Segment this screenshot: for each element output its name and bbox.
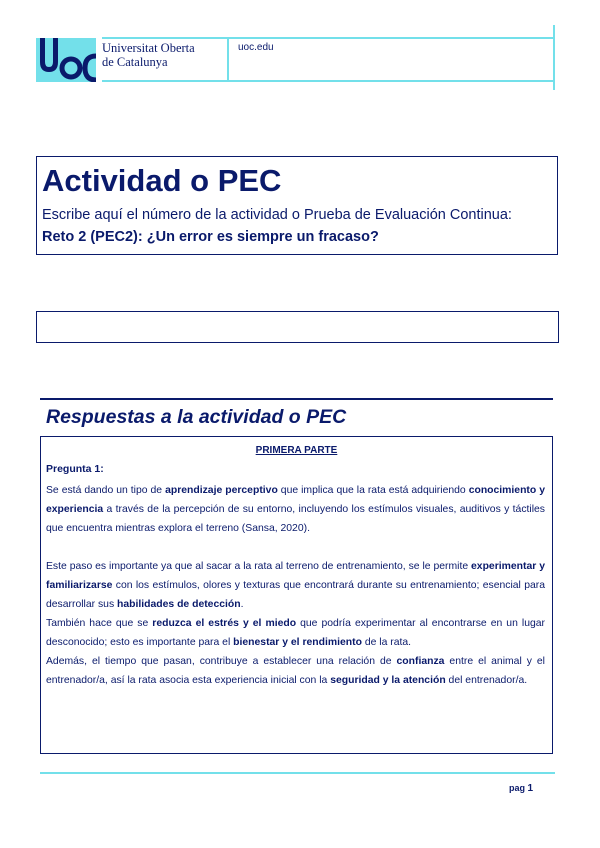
page-label: pag bbox=[509, 783, 526, 793]
header-rule-top bbox=[102, 37, 553, 39]
section-rule bbox=[40, 398, 553, 400]
page-title: Actividad o PEC bbox=[42, 163, 282, 198]
text-run: de la rata. bbox=[361, 637, 412, 648]
page-number bbox=[509, 783, 533, 794]
text-run: del entrenador/a. bbox=[445, 675, 528, 686]
text-run: entre el animal y el entrenador/a, así la rata asocia esta experiencia inicial con la bbox=[46, 656, 545, 686]
bold-run: conocimiento y experiencia bbox=[46, 485, 546, 515]
empty-field-box bbox=[36, 311, 559, 343]
section-title: Respuestas a la actividad o PEC bbox=[46, 406, 347, 428]
header-rule-bottom bbox=[102, 80, 553, 82]
university-name bbox=[102, 41, 195, 69]
university-line-1: Universitat Oberta bbox=[102, 41, 195, 55]
text-run: con los estímulos, olores y texturas que encontrará durante su entrenamiento; esencial para desarrollar sus bbox=[46, 580, 545, 610]
bold-run: aprendizaje perceptivo bbox=[165, 485, 278, 496]
text-run: a través de la percepción de su entorno, incluyendo los estímulos visuales, auditivos y táctiles que encuentra mientras explora el terreno (Sansa, 2020). bbox=[46, 504, 545, 534]
page-rule-right bbox=[553, 25, 555, 90]
title-instructions: Escribe aquí el número de la actividad o Prueba de Evaluación Continua: bbox=[42, 207, 512, 223]
answer-paragraph-4 bbox=[46, 652, 545, 690]
bold-run: reduzca el estrés y el miedo bbox=[152, 618, 297, 629]
answer-paragraph-1 bbox=[46, 481, 545, 538]
university-line-2: de Catalunya bbox=[102, 55, 168, 69]
uoc-logo-icon bbox=[36, 38, 96, 82]
text-run: Se está dando un tipo de bbox=[46, 485, 166, 496]
text-run: . bbox=[240, 599, 244, 610]
footer-rule bbox=[40, 772, 555, 774]
text-run: Este paso es importante ya que al sacar a la rata al terreno de entrenamiento, se le permite bbox=[46, 561, 472, 572]
bold-run: confianza bbox=[396, 656, 445, 667]
activity-name: Reto 2 (PEC2): ¿Un error es siempre un fracaso? bbox=[42, 229, 379, 245]
question-label: Pregunta 1: bbox=[46, 463, 104, 475]
header-rule-vertical bbox=[227, 37, 229, 82]
bold-run: seguridad y la atención bbox=[330, 675, 446, 686]
text-run: Además, el tiempo que pasan, contribuye a establecer una relación de bbox=[46, 656, 397, 667]
text-run: También hace que se bbox=[46, 618, 153, 629]
answer-text bbox=[46, 481, 545, 690]
bold-run: bienestar y el rendimiento bbox=[233, 637, 362, 648]
answer-paragraph-3 bbox=[46, 614, 545, 652]
bold-run: experimentar y familiarizarse bbox=[46, 561, 545, 591]
university-domain[interactable]: uoc.edu bbox=[238, 42, 274, 53]
page-number-value: 1 bbox=[527, 783, 534, 794]
text-run: que implica que la rata está adquiriendo bbox=[277, 485, 469, 496]
part-title: PRIMERA PARTE bbox=[255, 445, 338, 456]
text-run: que podría experimentar al encontrarse en un lugar desconocido; esto es importante para el bbox=[46, 618, 546, 648]
answer-paragraph-2 bbox=[46, 557, 545, 614]
bold-run: habilidades de detección bbox=[117, 599, 241, 610]
